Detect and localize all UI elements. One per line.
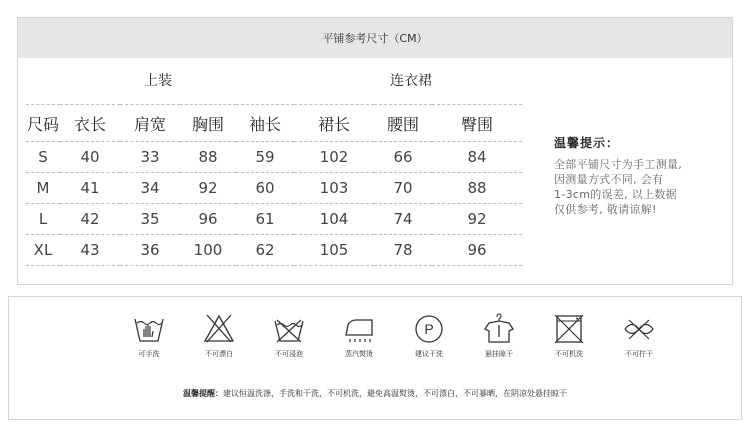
- no-bleach-icon: [202, 311, 236, 345]
- cell-sleeve: 62: [236, 235, 294, 266]
- cell-skirt-length: 102: [294, 142, 374, 173]
- care-instructions-panel: [8, 296, 742, 420]
- table-row: [26, 204, 522, 235]
- care-item-no-wring: [609, 311, 669, 359]
- care-label: 可手洗: [138, 350, 160, 358]
- care-item-no-bleach: [189, 311, 249, 359]
- no-machine-wash-icon: [552, 311, 586, 345]
- cell-sleeve: 59: [236, 142, 294, 173]
- cell-shoulder: 36: [120, 235, 180, 266]
- cell-shoulder: 34: [120, 173, 180, 204]
- care-reminder-label: 温馨提醒：: [183, 389, 223, 398]
- size-table: [26, 104, 522, 266]
- note-line: 1-3cm的误差, 以上数据: [554, 188, 677, 201]
- hang-dry-icon: [482, 311, 516, 345]
- size-chart-title: 平铺参考尺寸（CM）: [18, 18, 732, 58]
- cell-hip: 88: [432, 173, 522, 204]
- care-item-no-machine-wash: [539, 311, 599, 359]
- cell-bust: 88: [180, 142, 236, 173]
- no-wring-icon: [622, 311, 656, 345]
- cell-bust: 100: [180, 235, 236, 266]
- cell-length: 43: [60, 235, 120, 266]
- cell-size: S: [26, 142, 60, 173]
- cell-shoulder: 33: [120, 142, 180, 173]
- header-hip: 臀围: [432, 105, 522, 142]
- cell-skirt-length: 105: [294, 235, 374, 266]
- dry-clean-icon: [412, 311, 446, 345]
- table-row: [26, 235, 522, 266]
- note-title: 温馨提示：: [554, 136, 620, 150]
- care-reminder: [9, 388, 741, 399]
- care-label: 建议干洗: [415, 350, 443, 358]
- cell-size: M: [26, 173, 60, 204]
- steam-iron-icon: [342, 311, 376, 345]
- care-icon-row: [119, 311, 679, 371]
- header-sleeve: 袖长: [236, 105, 294, 142]
- header-bust: 胸围: [180, 105, 236, 142]
- care-item-hang-dry: [469, 311, 529, 359]
- table-row: [26, 173, 522, 204]
- cell-hip: 92: [432, 204, 522, 235]
- header-shoulder: 肩宽: [120, 105, 180, 142]
- cell-hip: 96: [432, 235, 522, 266]
- svg-text:P: P: [424, 321, 434, 337]
- cell-hip: 84: [432, 142, 522, 173]
- care-item-hand-wash: [119, 311, 179, 359]
- note-line: 因测量方式不同, 会有: [554, 173, 664, 186]
- measurement-note: [554, 136, 730, 217]
- cell-skirt-length: 103: [294, 173, 374, 204]
- table-row: [26, 142, 522, 173]
- header-size: 尺码: [26, 105, 60, 142]
- care-label: 不可漂白: [205, 350, 233, 358]
- cell-size: L: [26, 204, 60, 235]
- cell-shoulder: 35: [120, 204, 180, 235]
- cell-waist: 66: [374, 142, 432, 173]
- care-label: 悬挂晾干: [485, 350, 513, 358]
- size-chart-panel: [17, 17, 733, 285]
- cell-length: 42: [60, 204, 120, 235]
- top-group-label: 上装: [144, 73, 172, 89]
- note-line: 全部平铺尺寸为手工测量,: [554, 158, 683, 171]
- cell-waist: 78: [374, 235, 432, 266]
- header-skirt-length: 裙长: [294, 105, 374, 142]
- care-reminder-text: 建议恒温洗涤，手洗和干洗，不可机洗，避免高温熨烫，不可漂白，不可暴晒，在阴凉处悬挂晾干: [223, 389, 567, 398]
- cell-length: 41: [60, 173, 120, 204]
- hand-wash-icon: [132, 311, 166, 345]
- cell-size: XL: [26, 235, 60, 266]
- cell-sleeve: 61: [236, 204, 294, 235]
- care-label: 不可浸泡: [275, 350, 303, 358]
- cell-skirt-length: 104: [294, 204, 374, 235]
- care-label: 蒸汽熨烫: [345, 350, 373, 358]
- cell-length: 40: [60, 142, 120, 173]
- care-item-steam-iron: [329, 311, 389, 359]
- cell-sleeve: 60: [236, 173, 294, 204]
- no-soak-icon: [272, 311, 306, 345]
- care-item-no-soak: [259, 311, 319, 359]
- header-waist: 腰围: [374, 105, 432, 142]
- dress-group-label: 连衣裙: [390, 73, 432, 89]
- cell-waist: 74: [374, 204, 432, 235]
- care-item-dry-clean: [399, 311, 459, 359]
- header-length: 衣长: [60, 105, 120, 142]
- care-label: 不可拧干: [625, 350, 653, 358]
- care-label: 不可机洗: [555, 350, 583, 358]
- cell-bust: 92: [180, 173, 236, 204]
- size-table-header-row: [26, 105, 522, 142]
- cell-bust: 96: [180, 204, 236, 235]
- cell-waist: 70: [374, 173, 432, 204]
- note-line: 仅供参考, 敬请谅解!: [554, 203, 657, 216]
